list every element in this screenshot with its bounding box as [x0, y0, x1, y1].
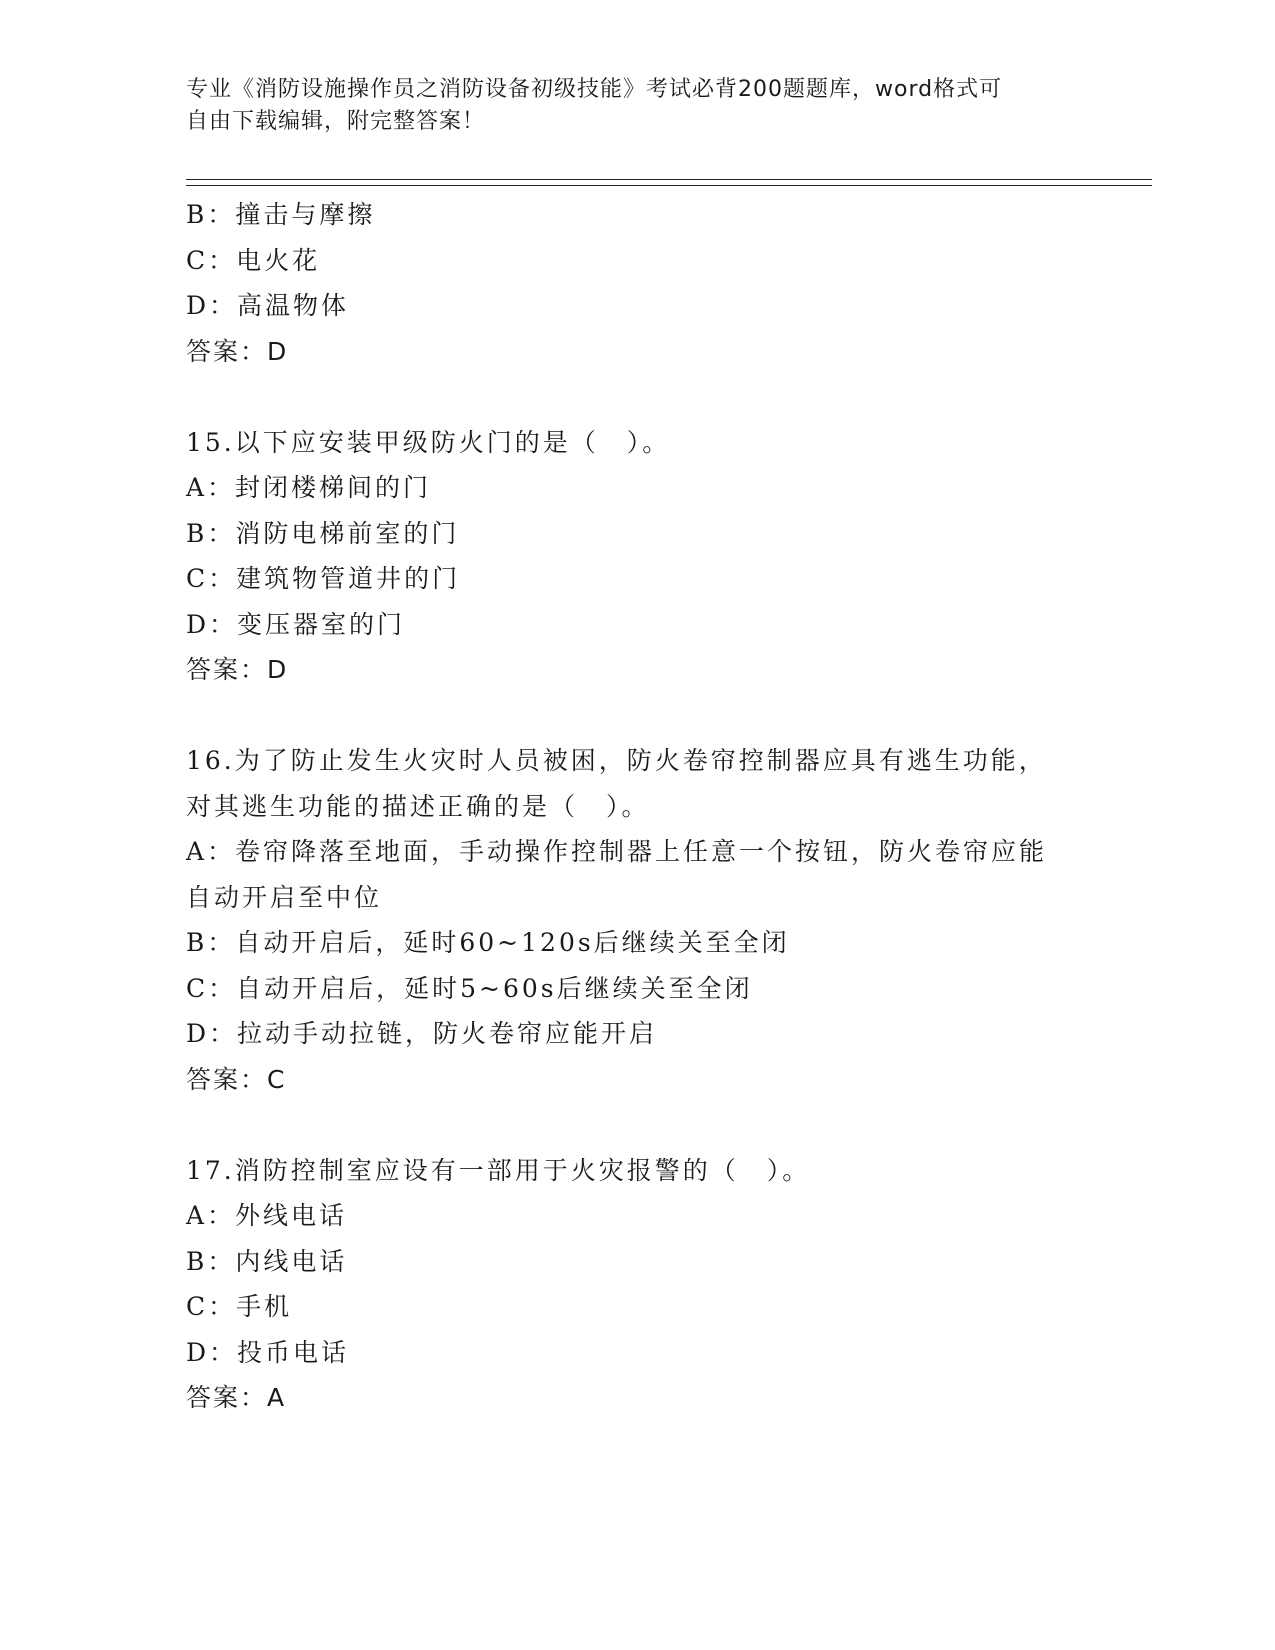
question-stem: 15.以下应安装甲级防火门的是（ ）。 — [186, 427, 671, 457]
option-c: C：建筑物管道井的门 — [186, 564, 461, 593]
question-block-15 — [186, 420, 1106, 693]
option-d: D：投币电话 — [186, 1337, 350, 1367]
header-rule-bottom — [186, 185, 1152, 186]
question-block-16 — [186, 738, 1106, 1102]
answer-line: 答案：A — [186, 1383, 287, 1412]
option-b: B：消防电梯前室的门 — [186, 518, 460, 548]
question-block-previous — [186, 192, 1106, 374]
answer-line: 答案：D — [186, 336, 289, 366]
option-a: A：外线电话 — [186, 1201, 348, 1230]
option-b: B：自动开启后，延时60~120s后继续关至全闭 — [186, 928, 790, 957]
question-stem: 16.为了防止发生火灾时人员被困，防火卷帘控制器应具有逃生功能， — [186, 746, 1047, 775]
option-d: D：高温物体 — [186, 291, 350, 320]
option-a: A：卷帘降落至地面，手动操作控制器上任意一个按钮，防火卷帘应能 — [186, 837, 1048, 866]
option-c: C：自动开启后，延时5~60s后继续关至全闭 — [186, 973, 753, 1003]
spacer — [186, 374, 1106, 420]
header-line-2: 自由下载编辑，附完整答案！ — [186, 109, 486, 134]
question-content — [186, 192, 1106, 1421]
header-rule-top — [186, 179, 1152, 180]
spacer — [186, 1102, 1106, 1148]
document-header — [186, 74, 1086, 138]
option-a-continued: 自动开启至中位 — [186, 882, 383, 912]
option-b: B：内线电话 — [186, 1246, 348, 1276]
option-a: A：封闭楼梯间的门 — [186, 473, 432, 502]
answer-line: 答案：C — [186, 1064, 287, 1094]
option-d: D：变压器室的门 — [186, 609, 406, 639]
question-block-17 — [186, 1148, 1106, 1421]
option-d: D：拉动手动拉链，防火卷帘应能开启 — [186, 1019, 658, 1048]
header-line-1: 专业《消防设施操作员之消防设备初级技能》考试必背200题题库，word格式可 — [186, 77, 1003, 102]
option-c: C：电火花 — [186, 245, 321, 275]
option-c: C：手机 — [186, 1292, 293, 1321]
spacer — [186, 693, 1106, 739]
question-stem-continued: 对其逃生功能的描述正确的是（ ）。 — [186, 791, 650, 821]
answer-line: 答案：D — [186, 655, 289, 684]
question-stem: 17.消防控制室应设有一部用于火灾报警的（ ）。 — [186, 1155, 811, 1185]
option-b: B：撞击与摩擦 — [186, 200, 376, 229]
